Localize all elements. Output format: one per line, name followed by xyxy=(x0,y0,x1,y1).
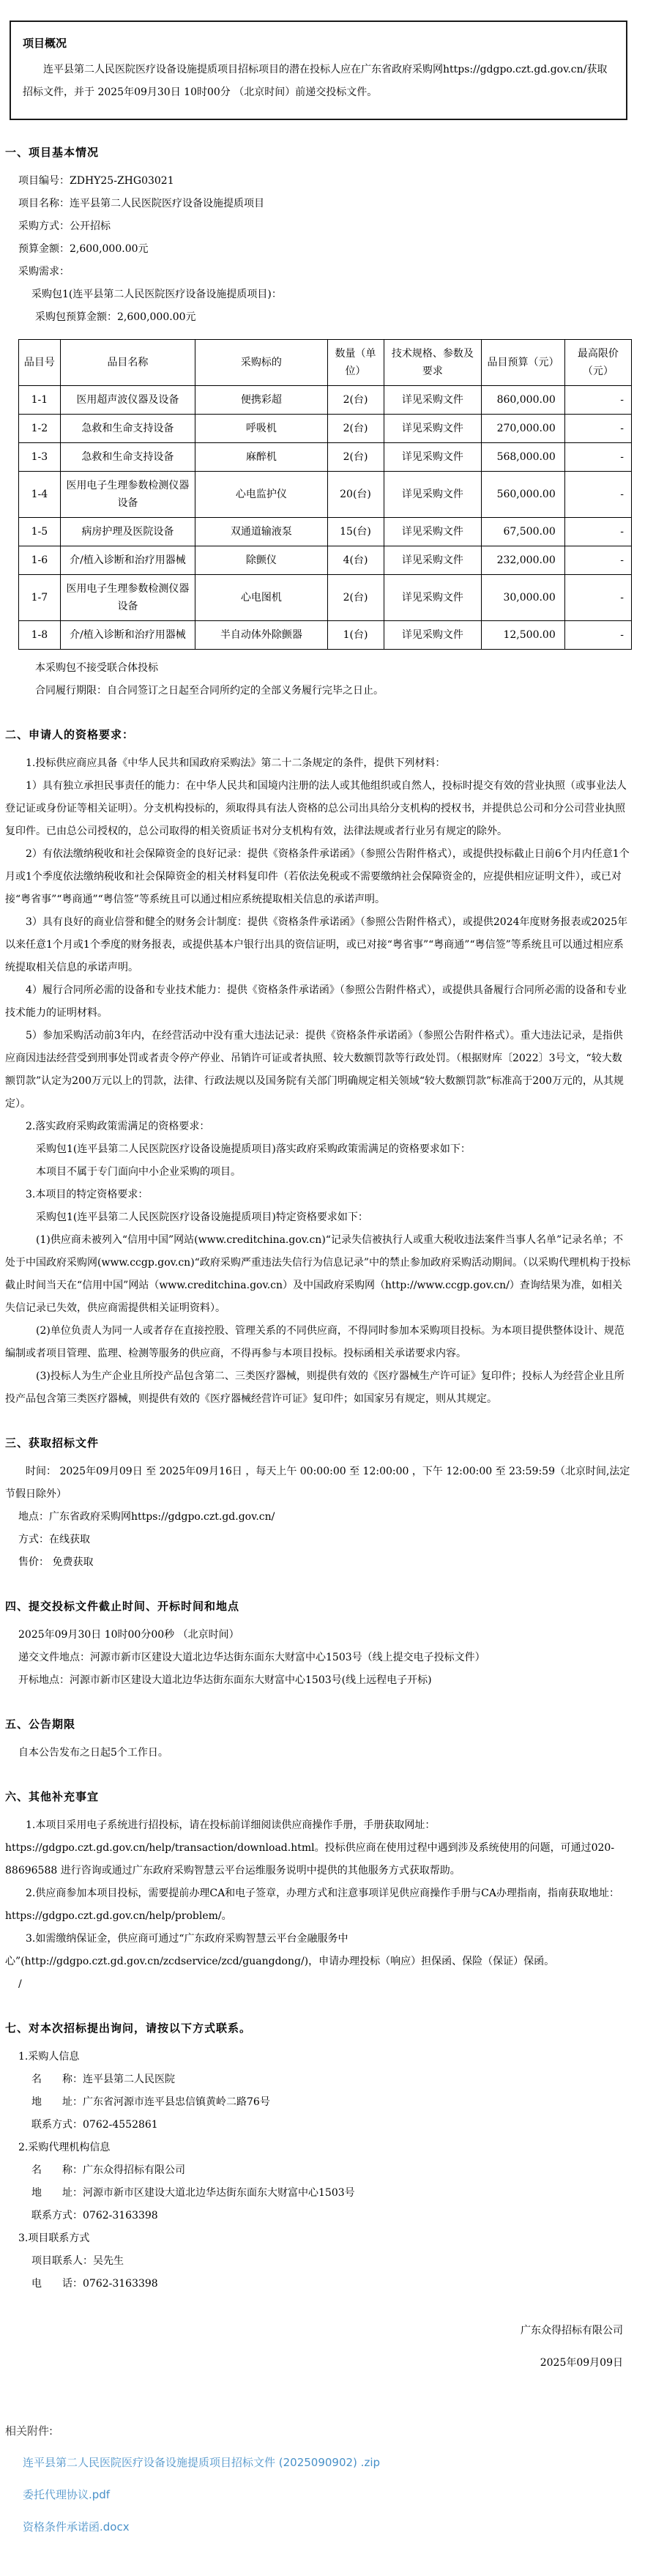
purchaser-address-line: 地 址：广东省河源市连平县忠信镇黄岭二路76号 xyxy=(31,2096,270,2108)
cell-target: 呼吸机 xyxy=(195,415,327,443)
cell-spec: 详见采购文件 xyxy=(384,415,482,443)
overview-text: 连平县第二人民医院医疗设备设施提质项目招标项目的潜在投标人应在广东省政府采购网https://gdgpo.czt.gd.gov.cn/获取招标文件，并于 2025年09月30日 10时00分 （北京时间）前递交投标文件。 xyxy=(23,64,608,98)
cell-spec: 详见采购文件 xyxy=(384,621,482,650)
supplement-para: 2.供应商参加本项目投标，需要提前办理CA和电子签章，办理方式和注意事项详见供应商操作手册与CA办理指南，指南获取地址：https://gdgpo.czt.gd.gov.cn/help/problem/。 xyxy=(5,1888,619,1922)
supplement-para: 1.本项目采用电子系统进行招投标，请在投标前详细阅读供应商操作手册，手册获取网址：https://gdgpo.czt.gd.gov.cn/help/transaction/download.html。投标供应商在使用过程中遇到涉及系统使用的问题，可通过020-88696588 进行咨询或通过广东政府采购智慧云平台运维服务说明中提供的其他服务方式获取帮助。 xyxy=(5,1819,615,1877)
cell-max-price: - xyxy=(564,443,631,472)
cell-target: 心电图机 xyxy=(195,575,327,621)
purchaser-phone-line: 联系方式：0762-4552861 xyxy=(31,2119,158,2131)
cell-target: 麻醉机 xyxy=(195,443,327,472)
agency-phone-line: 联系方式：0762-3163398 xyxy=(31,2210,158,2221)
cell-spec: 详见采购文件 xyxy=(384,472,482,518)
signature-date: 2025年09月09日 xyxy=(540,2357,623,2369)
specific-requirement-line: 采购包1(连平县第二人民医院医疗设备设施提质项目)特定资格要求如下： xyxy=(36,1211,368,1223)
cell-budget: 67,500.00 xyxy=(482,518,564,546)
cell-item-name: 介/植入诊断和治疗用器械 xyxy=(60,546,195,575)
cell-item-name: 急救和生命支持设备 xyxy=(60,443,195,472)
qualification-para: 1.投标供应商应具备《中华人民共和国政府采购法》第二十二条规定的条件，提供下列材料： xyxy=(26,757,446,769)
procurement-items-table xyxy=(18,339,632,650)
qualification-para: 3）具有良好的商业信誉和健全的财务会计制度：提供《资格条件承诺函》（参照公告附件格式），或提供2024年度财务报表或2025年以来任意1个月或1个季度的财务报表，或提供基本户银行出具的资信证明，或已对接“粤省事”“粤商通”“粤信签”等系统且可以通过相应系统提取相关信息的承诺声明。 xyxy=(5,916,628,973)
attachment-link-qualification-letter-docx[interactable]: 资格条件承诺函.docx xyxy=(23,2520,130,2534)
cell-budget: 270,000.00 xyxy=(482,415,564,443)
header-quantity: 数量（单位） xyxy=(327,340,384,386)
cell-budget: 568,000.00 xyxy=(482,443,564,472)
agency-name-line: 名 称：广东众得招标有限公司 xyxy=(31,2164,185,2176)
contact-person-line: 项目联系人：吴先生 xyxy=(31,2255,124,2267)
specific-requirement-para: (1)供应商未被列入“信用中国”网站(www.creditchina.gov.cn)“记录失信被执行人或重大税收违法案件当事人名单”记录名单；不处于中国政府采购网(www.ccgp.gov.cn)“政府采购严重违法失信行为信息记录”中的禁止参加政府采购活动期间。（以采购代理机构于投标截止时间当天在“信用中国”网站（www.creditchina.gov.cn）及中国政府采购网（http://www.ccgp.gov.cn/）查询结果为准，如相关失信记录已失效，供应商需提供相关证明资料）。 xyxy=(5,1234,630,1314)
project-contact-title: 3.项目联系方式 xyxy=(18,2232,90,2244)
cell-item-no: 1-3 xyxy=(19,443,61,472)
cell-budget: 30,000.00 xyxy=(482,575,564,621)
header-item-no: 品目号 xyxy=(19,340,61,386)
cell-quantity: 2(台) xyxy=(327,386,384,415)
cell-max-price: - xyxy=(564,518,631,546)
project-name-line: 项目名称：连平县第二人民医院医疗设备设施提质项目 xyxy=(18,198,264,209)
section-1-heading: 一、项目基本情况 xyxy=(5,146,100,159)
signature-block xyxy=(5,2315,623,2379)
policy-requirement-line: 本项目不属于专门面向中小企业采购的项目。 xyxy=(36,1166,241,1178)
cell-item-name: 病房护理及医院设备 xyxy=(60,518,195,546)
qualification-para: 5）参加采购活动前3年内，在经营活动中没有重大违法记录：提供《资格条件承诺函》（参照公告附件格式）。重大违法记录，是指供应商因违法经营受到刑事处罚或者责令停产停业、吊销许可证或者执照、较大数额罚款等行政处罚。（根据财库〔2022〕3号文，“较大数额罚款”认定为200万元以上的罚款，法律、行政法规以及国务院有关部门明确规定相关领域“较大数额罚款”标准高于200万元的，从其规定）。 xyxy=(5,1030,624,1110)
section-7-heading: 七、对本次招标提出询问，请按以下方式联系。 xyxy=(5,2022,252,2035)
table-header-row xyxy=(19,340,632,386)
purchaser-name-line: 名 称：连平县第二人民医院 xyxy=(31,2074,175,2085)
cell-quantity: 1(台) xyxy=(327,621,384,650)
package-line: 采购包1(连平县第二人民医院医疗设备设施提质项目)： xyxy=(31,289,282,300)
procurement-method-line: 采购方式：公开招标 xyxy=(18,220,111,232)
table-row xyxy=(19,443,632,472)
project-number-line: 项目编号：ZDHY25-ZHG03021 xyxy=(18,175,174,187)
section-2-heading: 二、申请人的资格要求： xyxy=(5,728,135,741)
cell-quantity: 2(台) xyxy=(327,575,384,621)
header-budget: 品目预算（元） xyxy=(482,340,564,386)
cell-target: 便携彩超 xyxy=(195,386,327,415)
package-budget-line: 采购包预算金额：2,600,000.00元 xyxy=(35,311,196,323)
attachment-link-agency-agreement-pdf[interactable]: 委托代理协议.pdf xyxy=(23,2488,111,2501)
cell-quantity: 20(台) xyxy=(327,472,384,518)
agency-info-title: 2.采购代理机构信息 xyxy=(18,2142,111,2153)
section-6-heading: 六、其他补充事宜 xyxy=(5,1790,100,1803)
overview-title: 项目概况 xyxy=(23,37,67,50)
contact-phone-line: 电 话：0762-3163398 xyxy=(31,2278,158,2290)
cell-spec: 详见采购文件 xyxy=(384,443,482,472)
slash-placeholder-line: / xyxy=(18,1978,22,1990)
cell-quantity: 2(台) xyxy=(327,443,384,472)
cell-quantity: 15(台) xyxy=(327,518,384,546)
cell-target: 双通道输液泵 xyxy=(195,518,327,546)
cell-item-no: 1-6 xyxy=(19,546,61,575)
submission-place-line: 递交文件地点：河源市新市区建设大道北边华达街东面东大财富中心1503号（线上提交电子投标文件） xyxy=(18,1652,485,1663)
table-row xyxy=(19,472,632,518)
policy-requirement-title: 2.落实政府采购政策需满足的资格要求： xyxy=(26,1121,210,1132)
cell-budget: 12,500.00 xyxy=(482,621,564,650)
specific-requirement-para: (3)投标人为生产企业且所投产品包含第二、三类医疗器械，则提供有效的《医疗器械生产许可证》复印件；投标人为经营企业且所投产品包含第三类医疗器械，则提供有效的《医疗器械经营许可证》复印件；如国家另有规定，则从其规定。 xyxy=(5,1370,625,1405)
agency-address-line: 地 址：河源市新市区建设大道北边华达街东面东大财富中心1503号 xyxy=(31,2187,355,2199)
cell-item-no: 1-2 xyxy=(19,415,61,443)
cell-target: 半自动体外除颤器 xyxy=(195,621,327,650)
cell-spec: 详见采购文件 xyxy=(384,546,482,575)
purchaser-info-title: 1.采购人信息 xyxy=(18,2051,80,2063)
procurement-demand-line: 采购需求： xyxy=(18,266,70,278)
cell-max-price: - xyxy=(564,621,631,650)
cell-item-name: 医用超声波仪器及设备 xyxy=(60,386,195,415)
cell-budget: 232,000.00 xyxy=(482,546,564,575)
deadline-line: 2025年09月30日 10时00分00秒 （北京时间） xyxy=(18,1629,239,1641)
attachment-link-tender-zip[interactable]: 连平县第二人民医院医疗设备设施提质项目招标文件 (2025090902) .zip xyxy=(23,2456,381,2469)
cell-max-price: - xyxy=(564,575,631,621)
section-4-heading: 四、提交投标文件截止时间、开标时间和地点 xyxy=(5,1600,240,1613)
announcement-period-line: 自本公告发布之日起5个工作日。 xyxy=(18,1747,168,1759)
qualification-para: 2）有依法缴纳税收和社会保障资金的良好记录：提供《资格条件承诺函》（参照公告附件格式），或提供投标截止日前6个月内任意1个月或1个季度依法缴纳税收和社会保障资金的相关材料复印件（若依法免税或不需要缴纳社会保障资金的，应提供相应证明文件），或已对接“粤省事”“粤商通”“粤信签”等系统且可以通过相应系统提取相关信息的承诺声明。 xyxy=(5,848,630,905)
header-item-name: 品目名称 xyxy=(60,340,195,386)
signature-company: 广东众得招标有限公司 xyxy=(521,2325,623,2336)
opening-place-line: 开标地点：河源市新市区建设大道北边华达街东面东大财富中心1503号(线上远程电子开标) xyxy=(18,1674,432,1686)
document-time-line: 时间： 2025年09月09日 至 2025年09月16日 ，每天上午 00:00:00 至 12:00:00 ，下午 12:00:00 至 23:59:59（北京时间,法定节假日除外） xyxy=(5,1466,630,1500)
cell-item-no: 1-1 xyxy=(19,386,61,415)
supplement-para: 3.如需缴纳保证金，供应商可通过“广东政府采购智慧云平台金融服务中心”(http://gdgpo.czt.gd.gov.cn/zcdservice/zcd/guangdong/)，申请办理投标（响应）担保函、保险（保证）保函。 xyxy=(5,1933,555,1967)
cell-item-name: 医用电子生理参数检测仪器设备 xyxy=(60,472,195,518)
cell-quantity: 2(台) xyxy=(327,415,384,443)
cell-item-name: 医用电子生理参数检测仪器设备 xyxy=(60,575,195,621)
cell-item-no: 1-8 xyxy=(19,621,61,650)
cell-item-no: 1-4 xyxy=(19,472,61,518)
specific-requirement-para: (2)单位负责人为同一人或者存在直接控股、管理关系的不同供应商，不得同时参加本采购项目投标。为本项目提供整体设计、规范编制或者项目管理、监理、检测等服务的供应商，不得再参与本项目投标。投标函相关承诺要求内容。 xyxy=(5,1325,625,1359)
qualification-para: 1）具有独立承担民事责任的能力：在中华人民共和国境内注册的法人或其他组织或自然人，投标时提交有效的营业执照（或事业法人登记证或身份证等相关证明）。分支机构投标的，须取得具有法人资格的总公司出具给分支机构的授权书，并提供总公司和分公司营业执照复印件。已由总公司授权的，总公司取得的相关资质证书对分支机构有效，法律法规或者行业另有规定的除外。 xyxy=(5,780,627,837)
cell-target: 心电监护仪 xyxy=(195,472,327,518)
document-price-line: 售价： 免费获取 xyxy=(18,1556,94,1568)
cell-item-name: 急救和生命支持设备 xyxy=(60,415,195,443)
table-row xyxy=(19,575,632,621)
project-overview-box xyxy=(10,21,627,120)
cell-item-no: 1-5 xyxy=(19,518,61,546)
header-target: 采购标的 xyxy=(195,340,327,386)
cell-max-price: - xyxy=(564,386,631,415)
cell-item-no: 1-7 xyxy=(19,575,61,621)
table-row xyxy=(19,546,632,575)
cell-spec: 详见采购文件 xyxy=(384,518,482,546)
cell-target: 除颤仪 xyxy=(195,546,327,575)
no-consortium-note: 本采购包不接受联合体投标 xyxy=(35,662,158,674)
policy-requirement-line: 采购包1(连平县第二人民医院医疗设备设施提质项目)落实政府采购政策需满足的资格要求如下： xyxy=(36,1143,471,1155)
document-place-line: 地点：广东省政府采购网https://gdgpo.czt.gd.gov.cn/ xyxy=(18,1511,275,1523)
attachments-label: 相关附件: xyxy=(5,2424,53,2438)
contract-period-note: 合同履行期限：自合同签订之日起至合同所约定的全部义务履行完毕之日止。 xyxy=(35,685,384,697)
table-row xyxy=(19,621,632,650)
qualification-para: 4）履行合同所必需的设备和专业技术能力：提供《资格条件承诺函》（参照公告附件格式），或提供具备履行合同所必需的设备和专业技术能力的证明材料。 xyxy=(5,984,627,1019)
header-max-price: 最高限价（元） xyxy=(564,340,631,386)
table-row xyxy=(19,518,632,546)
cell-item-name: 介/植入诊断和治疗用器械 xyxy=(60,621,195,650)
cell-max-price: - xyxy=(564,415,631,443)
section-5-heading: 五、公告期限 xyxy=(5,1718,76,1731)
header-spec: 技术规格、参数及要求 xyxy=(384,340,482,386)
document-method-line: 方式：在线获取 xyxy=(18,1534,90,1545)
cell-spec: 详见采购文件 xyxy=(384,386,482,415)
cell-budget: 860,000.00 xyxy=(482,386,564,415)
cell-quantity: 4(台) xyxy=(327,546,384,575)
related-attachments-section xyxy=(5,2420,632,2562)
table-row xyxy=(19,386,632,415)
section-3-heading: 三、获取招标文件 xyxy=(5,1436,100,1450)
budget-amount-line: 预算金额：2,600,000.00元 xyxy=(18,243,149,255)
cell-max-price: - xyxy=(564,546,631,575)
specific-requirement-title: 3.本项目的特定资格要求： xyxy=(26,1189,149,1200)
table-row xyxy=(19,415,632,443)
cell-max-price: - xyxy=(564,472,631,518)
cell-spec: 详见采购文件 xyxy=(384,575,482,621)
cell-budget: 560,000.00 xyxy=(482,472,564,518)
